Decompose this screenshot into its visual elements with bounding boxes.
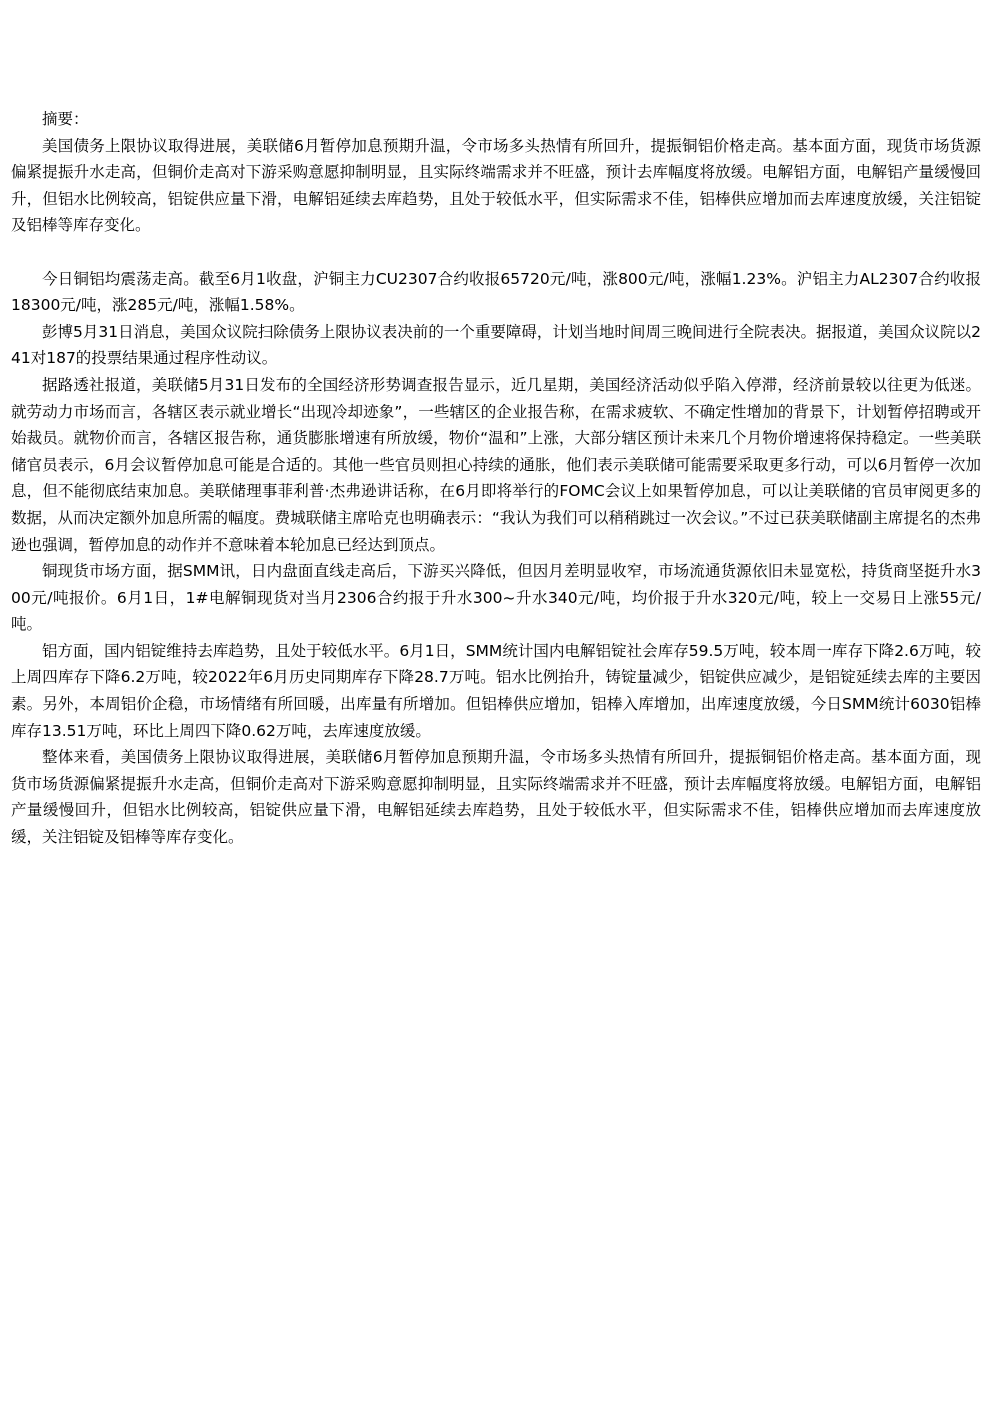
summary-label: 摘要： [42, 110, 89, 128]
paragraph-market-close: 今日铜铝均震荡走高。截至6月1收盘，沪铜主力CU2307合约收报65720元/吨，涨800元/吨，涨幅1.23%。沪铝主力AL2307合约收报18300元/吨，涨285元/吨，涨幅1.58%。 [11, 269, 981, 315]
paragraph-reuters-fed: 据路透社报道，美联储5月31日发布的全国经济形势调查报告显示，近几星期，美国经济活动似乎陷入停滞，经济前景较以往更为低迷。就劳动力市场而言，各辖区表示就业增长“出现冷却迹象”，一些辖区的企业报告称，在需求疲软、不确定性增加的背景下，计划暂停招聘或开始裁员。就物价而言，各辖区报告称，通货膨胀增速有所放缓，物价“温和”上涨，大部分辖区预计未来几个月物价增速将保持稳定。一些美联储官员表示，6月会议暂停加息可能是合适的。其他一些官员则担心持续的通胀，他们表示美联储可能需要采取更多行动，可以6月暂停一次加息，但不能彻底结束加息。美联储理事菲利普·杰弗逊讲话称，在6月即将举行的FOMC会议上如果暂停加息，可以让美联储的官员审阅更多的数据，从而决定额外加息所需的幅度。费城联储主席哈克也明确表示：“我认为我们可以稍稍跳过一次会议。”不过已获美联储副主席提名的杰弗逊也强调，暂停加息的动作并不意味着本轮加息已经达到顶点。 [11, 375, 981, 554]
paragraph-conclusion: 整体来看，美国债务上限协议取得进展，美联储6月暂停加息预期升温，令市场多头热情有所回升，提振铜铝价格走高。基本面方面，现货市场货源偏紧提振升水走高，但铜价走高对下游采购意愿抑制明显，且实际终端需求并不旺盛，预计去库幅度将放缓。电解铝方面，电解铝产量缓慢回升，但铝水比例较高，铝锭供应量下滑，电解铝延续去库趋势，且处于较低水平，但实际需求不佳，铝棒供应增加而去库速度放缓，关注铝锭及铝棒等库存变化。 [11, 748, 981, 847]
paragraph-bloomberg: 彭博5月31日消息，美国众议院扫除债务上限协议表决前的一个重要障碍，计划当地时间周三晚间进行全院表决。据报道，美国众议院以241对187的投票结果通过程序性动议。 [11, 322, 981, 368]
paragraph-spacer [11, 239, 981, 266]
paragraph-copper-spot: 铜现货市场方面，据SMM讯，日内盘面直线走高后，下游买兴降低，但因月差明显收窄，市场流通货源依旧未显宽松，持货商坚挺升水300元/吨报价。6月1日，1#电解铜现货对当月2306合约报于升水300~升水340元/吨，均价报于升水320元/吨，较上一交易日上涨55元/吨。 [11, 562, 981, 634]
summary-paragraph: 美国债务上限协议取得进展，美联储6月暂停加息预期升温，令市场多头热情有所回升，提振铜铝价格走高。基本面方面，现货市场货源偏紧提振升水走高，但铜价走高对下游采购意愿抑制明显，且实际终端需求并不旺盛，预计去库幅度将放缓。电解铝方面，电解铝产量缓慢回升，但铝水比例较高，铝锭供应量下滑，电解铝延续去库趋势，且处于较低水平，但实际需求不佳，铝棒供应增加而去库速度放缓，关注铝锭及铝棒等库存变化。 [11, 136, 981, 235]
document-body [11, 106, 981, 851]
paragraph-aluminum: 铝方面，国内铝锭维持去库趋势，且处于较低水平。6月1日，SMM统计国内电解铝锭社会库存59.5万吨，较本周一库存下降2.6万吨，较上周四库存下降6.2万吨，较2022年6月历史同期库存下降28.7万吨。铝水比例抬升，铸锭量减少，铝锭供应减少，是铝锭延续去库的主要因素。另外，本周铝价企稳，市场情绪有所回暖，出库量有所增加。但铝棒供应增加，铝棒入库增加，出库速度放缓，今日SMM统计6030铝棒库存13.51万吨，环比上周四下降0.62万吨，去库速度放缓。 [11, 641, 981, 740]
